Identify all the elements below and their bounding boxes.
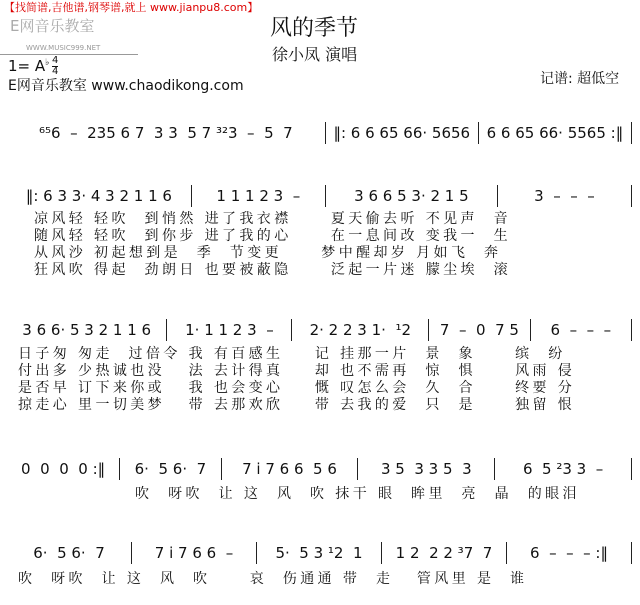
measure: 3 6 6 5 3· 2 1 5 <box>354 187 469 205</box>
lyric-line: 是否早 订下来你或 我 也会变心 慨 叹怎么会 久 合 终要 分 <box>18 380 576 396</box>
lyric-line: 随风轻 轻吹 到你步 进了我的心 在一息间改 变我一 生 <box>34 228 512 244</box>
bar-line <box>357 458 358 480</box>
notation-row <box>10 320 635 340</box>
site-credit: E网音乐教室 www.chaodikong.com <box>8 78 244 94</box>
song-title: 风的季节 <box>270 16 359 41</box>
bar-line <box>631 185 632 207</box>
lyric-line: 凉风轻 轻吹 到悄然 进了我衣襟 夏天偷去听 不见声 音 <box>34 211 512 227</box>
measure: 6 – – – <box>550 321 612 339</box>
time-top: 4 <box>52 55 59 66</box>
lyric-line: 付出多 少热诚也没 法 去计得真 却 也不需再 惊 惧 风雨 侵 <box>18 363 576 379</box>
measure: 6· 5 6· 7 <box>134 460 207 478</box>
bar-line <box>325 122 326 144</box>
key-text: 1= A <box>8 57 46 75</box>
bar-line <box>428 319 429 341</box>
bar-line <box>631 458 632 480</box>
flat-sign: ♭ <box>45 58 50 68</box>
bar-line <box>497 185 498 207</box>
bar-line <box>478 122 479 144</box>
singer: 徐小凤 演唱 <box>272 45 358 64</box>
site-banner[interactable]: 【找简谱,吉他谱,钢琴谱,就上 www.jianpu8.com】 <box>4 1 259 14</box>
measure: 6 6 65 66· 5565 :‖ <box>486 124 624 142</box>
bar-line <box>131 542 132 564</box>
bar-line <box>291 319 292 341</box>
measure: 5· 5 3 ¹2 1 <box>275 544 363 562</box>
time-bottom: 4 <box>52 66 59 77</box>
notation-row <box>10 459 635 479</box>
lyric-line: 狂风吹 得起 劲朗日 也要被蔽隐 泛起一片迷 朦尘埃 滚 <box>34 262 512 278</box>
measure: 0 0 0 0 :‖ <box>21 460 106 478</box>
lyric-line: 从风沙 初起想到是 季 节变更 梦中醒却岁 月如飞 奔 <box>34 245 502 261</box>
measure: ‖: 6 3 3· 4 3 2 1 1 6 <box>25 187 172 205</box>
measure: 6 – – – :‖ <box>530 544 608 562</box>
key-signature <box>8 58 49 75</box>
measure: 6 5 ²3 3 – <box>522 460 604 478</box>
bar-line <box>191 185 192 207</box>
measure: 6· 5 6· 7 <box>33 544 105 562</box>
lyric-line: 掠走心 里一切美梦 带 去那欢欣 带 去我的爱 只 是 独留 恨 <box>18 397 576 413</box>
notation-row <box>10 123 635 143</box>
divider <box>0 54 138 55</box>
measure: ⁶⁵6 – 235 6 7 3 3 5 7 ³²3 – 5 7 <box>39 124 293 142</box>
lyric-line: 日子匆 匆走 过倍令 我 有百感生 记 挂那一片 景 象 缤 纷 <box>18 346 566 362</box>
logo: E网音乐教室 <box>10 17 95 35</box>
measure: 3 6 6· 5 3 2 1 1 6 <box>22 321 152 339</box>
bar-line <box>494 458 495 480</box>
measure: 7 i 7 6 6 5 6 <box>242 460 337 478</box>
time-signature <box>52 56 58 77</box>
lyric-line: 吹 呀吹 让 这 风 吹 抹干 眼 眸里 亮 晶 的眼泪 <box>135 486 580 502</box>
bar-line <box>631 542 632 564</box>
measure: 1 2 2 2 ³7 7 <box>395 544 493 562</box>
measure: 1· 1 1 2 3 – <box>185 321 274 339</box>
bar-line <box>506 542 507 564</box>
bar-line <box>530 319 531 341</box>
lyric-line: 吹 呀吹 让 这 风 吹 哀 伤通通 带 走 管风里 是 谁 <box>18 571 528 587</box>
bar-line <box>631 122 632 144</box>
bar-line <box>381 542 382 564</box>
measure: 3 5 3 3 5 3 <box>380 460 472 478</box>
measure: 1 1 1 2 3 – <box>216 187 301 205</box>
notation-row <box>10 186 635 206</box>
bar-line <box>221 458 222 480</box>
notation-row <box>10 543 635 563</box>
bar-line <box>166 319 167 341</box>
bar-line <box>256 542 257 564</box>
measure: 3 – – – <box>534 187 595 205</box>
measure: 7 – 0 7 5 <box>439 321 519 339</box>
measure: 2· 2 2 3 1· ¹2 <box>309 321 412 339</box>
recorder-credit: 记谱: 超低空 <box>540 71 620 87</box>
measure: ‖: 6 6 65 66· 5656 <box>333 124 471 142</box>
bar-line <box>119 458 120 480</box>
bar-line <box>631 319 632 341</box>
measure: 7 i 7 6 6 – <box>154 544 234 562</box>
watermark: WWW.MUSIC999.NET <box>26 44 101 52</box>
bar-line <box>325 185 326 207</box>
